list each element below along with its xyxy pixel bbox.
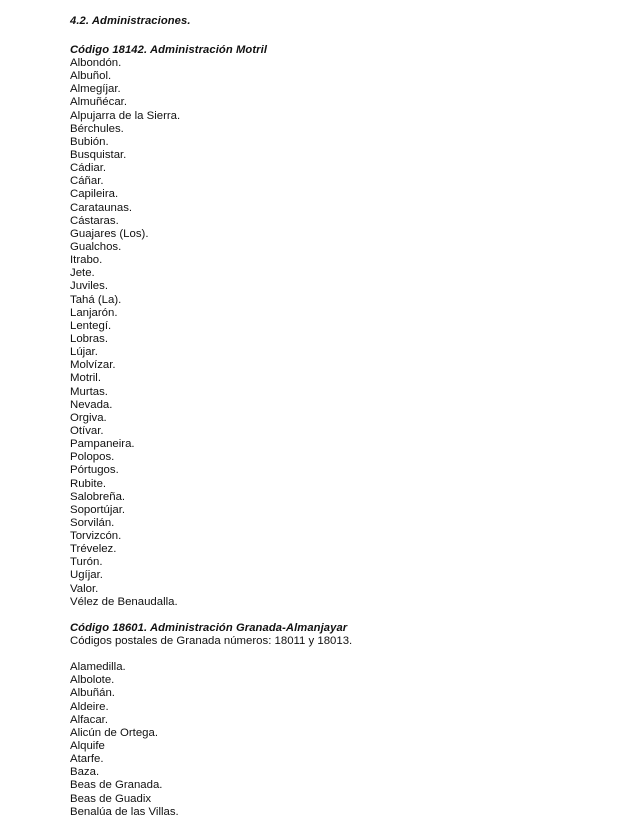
list-item: Itrabo.	[70, 254, 103, 267]
list-item: Alquife	[70, 739, 105, 752]
list-item: Cádiar.	[70, 162, 107, 175]
list-item: Valor.	[70, 582, 99, 595]
list-item: Juviles.	[70, 280, 108, 293]
list-item: Sorvilán.	[70, 516, 115, 529]
list-item: Gualchos.	[70, 240, 122, 253]
list-item: Lújar.	[70, 346, 98, 359]
list-item: Murtas.	[70, 385, 108, 398]
list-item: Rubite.	[70, 477, 107, 490]
list-item: Motril.	[70, 372, 102, 385]
list-item: Nevada.	[70, 398, 113, 411]
list-item: Lanjarón.	[70, 306, 118, 319]
list-item: Turón.	[70, 556, 103, 569]
list-item: Salobreña.	[70, 490, 126, 503]
section-title-granada-almanjayar: Código 18601. Administración Granada-Almanjayar	[70, 621, 348, 634]
list-item: Trévelez.	[70, 543, 117, 556]
list-item: Torvizcón.	[70, 530, 122, 543]
list-item: Almegíjar.	[70, 83, 121, 96]
list-item: Aldeire.	[70, 700, 109, 713]
list-item: Tahá (La).	[70, 293, 122, 306]
list-item: Carataunas.	[70, 201, 133, 214]
list-item: Lobras.	[70, 332, 108, 345]
list-item: Alpujarra de la Sierra.	[70, 109, 181, 122]
list-item: Alfacar.	[70, 713, 108, 726]
list-item: Albondón.	[70, 57, 122, 69]
list-item: Almuñécar.	[70, 96, 127, 109]
list-item: Lentegí.	[70, 319, 112, 332]
list-item: Albuñán.	[70, 687, 115, 700]
document-heading	[70, 15, 630, 28]
list-item: Guajares (Los).	[70, 227, 149, 240]
section-spacer	[70, 609, 630, 622]
list-item: Bérchules.	[70, 122, 124, 135]
list-item: Molvízar.	[70, 359, 116, 372]
list-item: Ugíjar.	[70, 569, 103, 582]
list-item: Atarfe.	[70, 753, 104, 766]
section-granada-almanjayar	[70, 622, 630, 819]
municipality-list-motril	[70, 57, 630, 609]
list-item: Albolote.	[70, 674, 115, 687]
list-item: Alamedilla.	[70, 661, 126, 674]
section-motril	[70, 44, 630, 609]
list-item: Benalúa de las Villas.	[70, 805, 179, 818]
list-item: Bubión.	[70, 135, 109, 148]
list-item: Albuñol.	[70, 70, 112, 83]
heading-text: 4.2. Administraciones.	[70, 15, 191, 27]
list-item: Capileira.	[70, 188, 119, 201]
list-item: Beas de Guadix	[70, 792, 152, 805]
list-item: Pampaneira.	[70, 438, 135, 451]
list-item: Pórtugos.	[70, 464, 119, 477]
document-page	[70, 15, 630, 819]
list-item: Cástaras.	[70, 214, 119, 227]
list-item: Busquistar.	[70, 148, 127, 161]
list-item: Orgiva.	[70, 411, 107, 424]
municipality-list-granada-almanjayar	[70, 661, 630, 819]
list-item: Otívar.	[70, 424, 104, 437]
list-item: Cáñar.	[70, 175, 104, 188]
list-item: Soportújar.	[70, 503, 126, 516]
list-item: Alicún de Ortega.	[70, 726, 159, 739]
section-title-motril: Código 18142. Administración Motril	[70, 44, 268, 56]
note-spacer	[70, 648, 630, 661]
list-item: Polopos.	[70, 451, 115, 464]
postal-codes-note: Códigos postales de Granada números: 18011 y 18013.	[70, 634, 353, 647]
list-item: Jete.	[70, 267, 95, 280]
list-item: Vélez de Benaudalla.	[70, 595, 178, 608]
list-item: Baza.	[70, 766, 100, 779]
list-item: Beas de Granada.	[70, 779, 163, 792]
